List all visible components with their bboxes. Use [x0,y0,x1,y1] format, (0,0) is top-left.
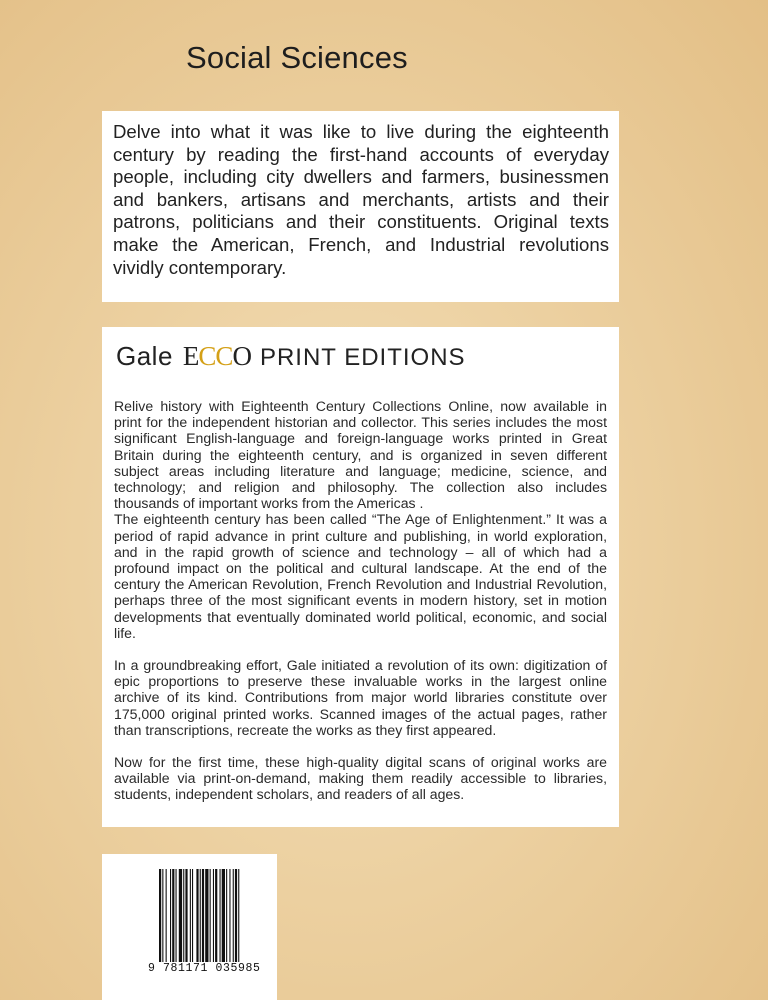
logo-print-editions-text: PRINT EDITIONS [259,344,466,371]
isbn-digits: 9 781171 035985 [148,962,261,975]
paragraph: Relive history with Eighteenth Century Collections Online, now available in print for the independent historian and collector. This series includes the most significant English-language and foreign-language works printed in Great Britain during the eighteenth century, and is organized in seven different subject areas including literature and language; medicine, science, and technology; and religion and philosophy. The collection also includes thousands of important works from the Americas . [114,398,607,512]
paragraph: The eighteenth century has been called “The Age of Enlightenment.” It was a period of rapid advance in print culture and publishing, in world exploration, and in the rapid growth of science and technology – all of which had a profound impact on the political and cultural landscape. At the end of the century the American Revolution, French Revolution and Industrial Revolution, perhaps three of the most significant events in modern history, set in motion developments that eventually dominated world political, economic, and social life. [114,511,607,641]
barcode-box [102,854,277,1000]
intro-text: Delve into what it was like to live during the eighteenth century by reading the first-hand accounts of everyday people, including city dwellers and farmers, businessmen and bankers, artisans and merchants, artists and their patrons, politicians and their constituents. Original texts make the American, French, and Industrial revolutions vividly contemporary. [113,121,609,278]
paragraph: Now for the first time, these high-quality digital scans of original works are available via print-on-demand, making them readily accessible to libraries, students, independent scholars, and readers of all ages. [114,754,607,803]
barcode-icon [159,869,271,962]
ecco-description-box [102,327,619,827]
logo-ecco-mark: ECCO [182,341,251,371]
intro-box [102,111,619,302]
page-title: Social Sciences [186,40,408,75]
paragraph: In a groundbreaking effort, Gale initiated a revolution of its own: digitization of epic proportions to preserve these invaluable works in the largest online archive of its kind. Contributions from major world libraries constitute over 175,000 original printed works. Scanned images of the actual pages, rather than transcriptions, recreate the works as they first appeared. [114,657,607,738]
gale-ecco-logo [116,341,607,372]
logo-gale-text: Gale [116,341,173,371]
